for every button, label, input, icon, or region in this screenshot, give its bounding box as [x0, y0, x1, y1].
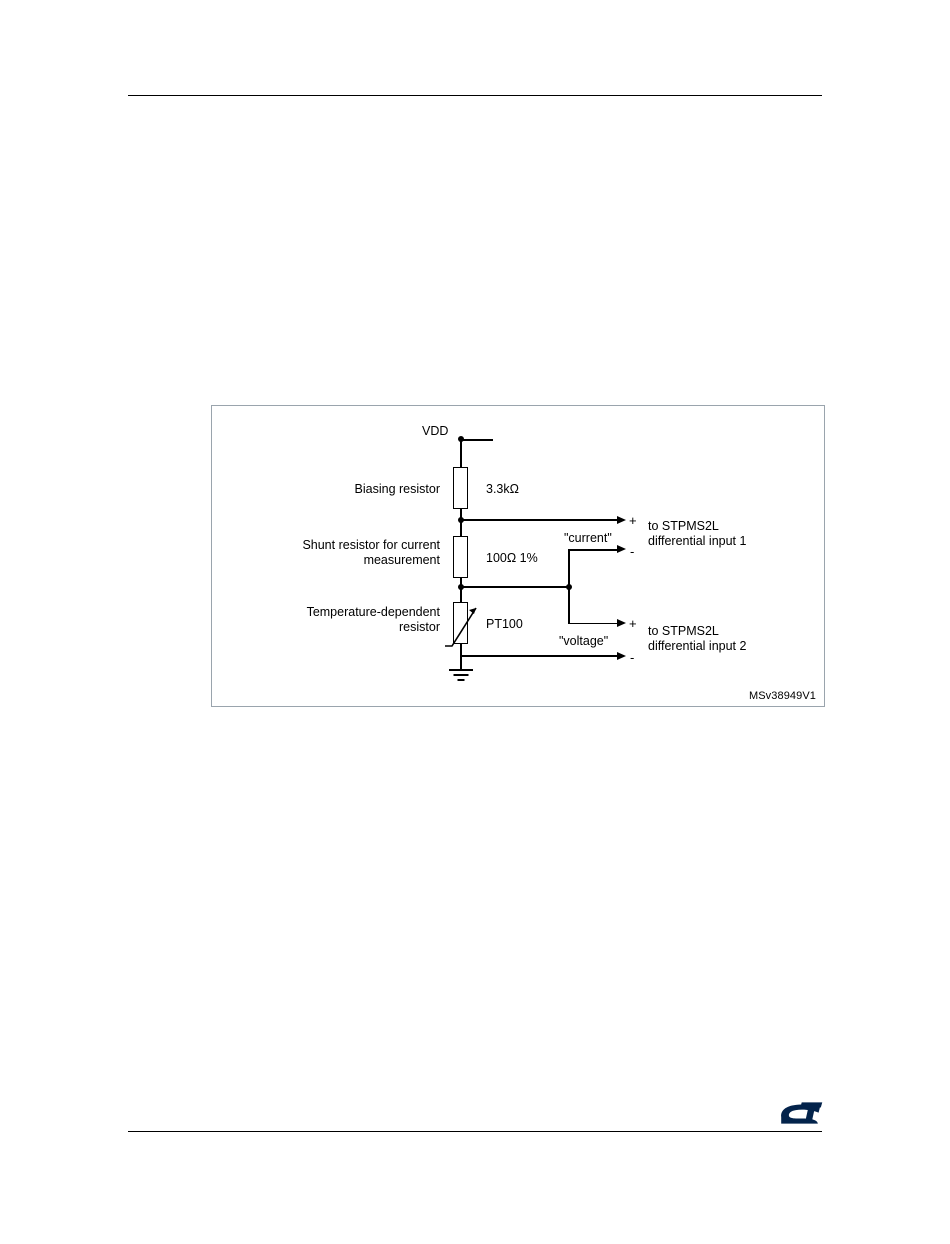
header-rule — [128, 95, 822, 96]
footer-rule — [128, 1131, 822, 1132]
nodeA-to-input1-plus-wire — [460, 519, 620, 521]
junction-up-wire — [568, 549, 570, 587]
input1-minus-sign: - — [630, 544, 635, 559]
junction-down-wire — [568, 586, 570, 624]
input2-destination-line2: differential input 2 — [648, 639, 747, 653]
pt100-resistor-symbol — [453, 602, 468, 644]
vdd-to-r1-wire — [460, 439, 462, 467]
input2-plus-arrowhead — [617, 619, 626, 627]
shunt-resistor-symbol — [453, 536, 468, 578]
r3-to-ground-wire — [460, 644, 462, 656]
input1-minus-arrowhead — [617, 545, 626, 553]
junction-to-input1-minus-wire — [568, 549, 620, 551]
voltage-tag-label: "voltage" — [559, 634, 609, 648]
ground-symbol — [449, 669, 473, 682]
biasing-resistor-label: Biasing resistor — [354, 482, 440, 496]
input2-destination-line1: to STPMS2L — [648, 624, 719, 638]
input1-plus-sign: + — [629, 513, 637, 528]
pt100-value: PT100 — [486, 617, 523, 631]
nodeA-to-r2-wire — [460, 520, 462, 536]
shunt-resistor-label-line2: measurement — [363, 553, 440, 567]
input1-destination-line2: differential input 1 — [648, 534, 747, 548]
temp-resistor-label-line1: Temperature-dependent — [306, 605, 440, 619]
figure-id-label: MSv38949V1 — [748, 690, 816, 702]
nodeB-to-junction-wire — [460, 586, 570, 588]
figure-schematic — [211, 405, 825, 707]
input2-minus-arrowhead — [617, 652, 626, 660]
input1-plus-arrowhead — [617, 516, 626, 524]
shunt-resistor-label-line1: Shunt resistor for current — [302, 538, 440, 552]
shunt-resistor-label — [268, 538, 440, 568]
current-tag-label: "current" — [564, 531, 612, 545]
ground-to-input2-minus-wire — [460, 655, 620, 657]
st-logo-icon — [779, 1100, 823, 1126]
ground-stem-wire — [460, 656, 462, 670]
vdd-stub-wire — [461, 439, 493, 441]
nodeB-to-r3-wire — [460, 587, 462, 602]
temp-resistor-label — [268, 605, 440, 635]
input2-plus-sign: + — [629, 616, 637, 631]
biasing-resistor-value: 3.3kΩ — [486, 482, 519, 496]
shunt-resistor-value: 100Ω 1% — [486, 551, 538, 565]
input1-destination-label — [648, 519, 746, 549]
input2-destination-label — [648, 624, 746, 654]
input1-destination-line1: to STPMS2L — [648, 519, 719, 533]
vdd-label: VDD — [422, 424, 449, 438]
biasing-resistor-symbol — [453, 467, 468, 509]
junction-to-input2-plus-wire — [568, 623, 620, 625]
temp-resistor-label-line2: resistor — [399, 620, 440, 634]
input2-minus-sign: - — [630, 650, 635, 665]
